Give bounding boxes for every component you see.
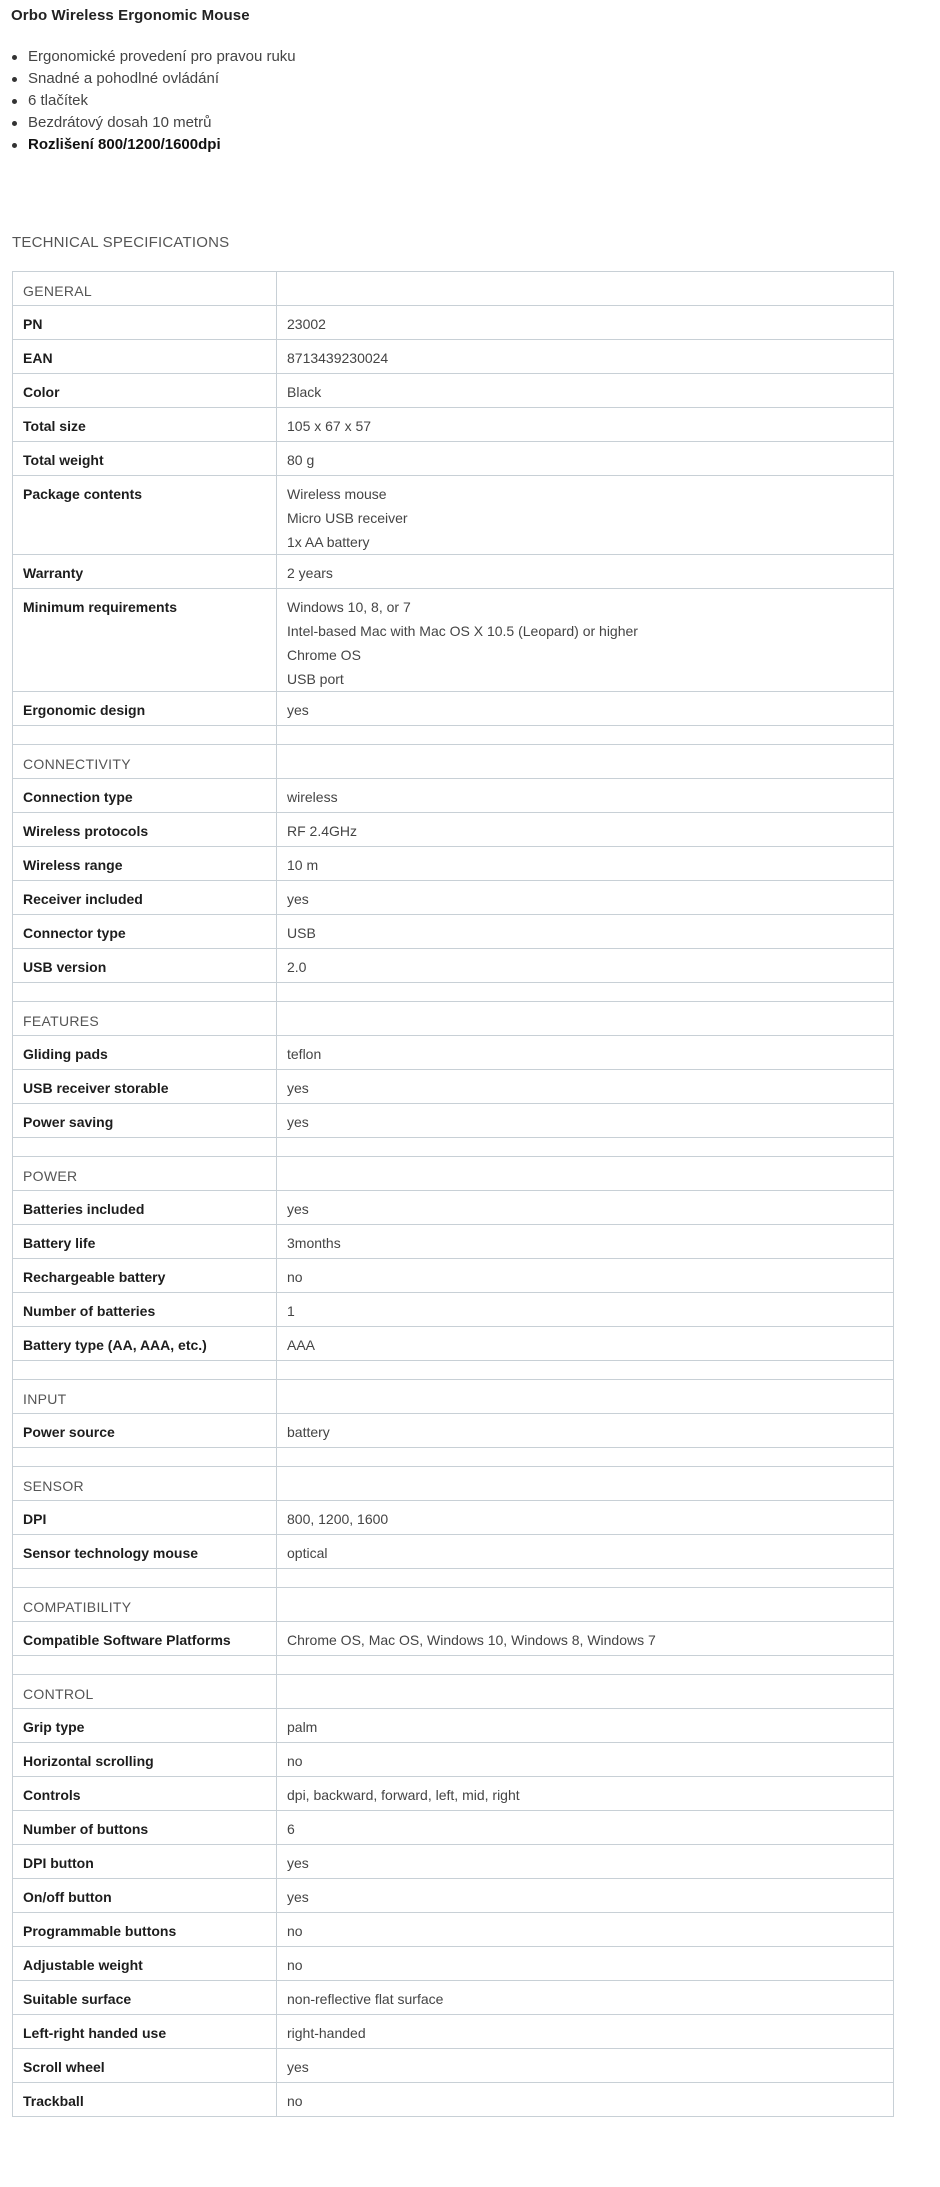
spec-value-line: yes [287, 1889, 309, 1905]
spec-value-line: 1 [287, 1303, 295, 1319]
spec-row [13, 1879, 894, 1913]
spec-value-line: optical [287, 1545, 328, 1561]
spec-label: Warranty [13, 555, 277, 589]
spec-row [13, 1535, 894, 1569]
spec-row [13, 1070, 894, 1104]
spec-label: Compatible Software Platforms [13, 1622, 277, 1656]
spec-label: Battery type (AA, AAA, etc.) [13, 1327, 277, 1361]
spec-label: Suitable surface [13, 1981, 277, 2015]
spec-value-line: yes [287, 1201, 309, 1217]
feature-item: Snadné a pohodlné ovládání [28, 68, 296, 90]
spec-value-line: yes [287, 702, 309, 718]
spec-row [13, 1777, 894, 1811]
spec-label: Total size [13, 408, 277, 442]
spec-label: DPI button [13, 1845, 277, 1879]
spec-value-line: Chrome OS [287, 647, 361, 663]
spec-value-line: yes [287, 1080, 309, 1096]
spec-label: On/off button [13, 1879, 277, 1913]
spec-label: PN [13, 306, 277, 340]
spec-section-empty-cell [277, 745, 894, 779]
spec-value-line: wireless [287, 789, 338, 805]
spec-section-spacer [13, 1138, 894, 1157]
spec-value-line: AAA [287, 1337, 316, 1353]
spec-row [13, 1811, 894, 1845]
spacer-cell [13, 1448, 277, 1467]
spec-section-header [13, 1002, 894, 1036]
spec-row [13, 1225, 894, 1259]
spec-label: Power saving [13, 1104, 277, 1138]
spec-value [277, 306, 894, 340]
spec-value [277, 1414, 894, 1448]
spec-value [277, 1947, 894, 1981]
spec-value-line: teflon [287, 1046, 322, 1062]
spec-value [277, 1622, 894, 1656]
spec-label: EAN [13, 340, 277, 374]
spec-section-header [13, 745, 894, 779]
spacer-cell [13, 1656, 277, 1675]
spec-row [13, 306, 894, 340]
spec-value [277, 1225, 894, 1259]
spec-row [13, 1414, 894, 1448]
spec-label: Wireless range [13, 847, 277, 881]
spec-section-empty-cell [277, 1588, 894, 1622]
spec-label: USB receiver storable [13, 1070, 277, 1104]
spec-value [277, 1104, 894, 1138]
spec-label: Ergonomic design [13, 692, 277, 726]
spec-label: Wireless protocols [13, 813, 277, 847]
spec-row [13, 1981, 894, 2015]
spec-row [13, 374, 894, 408]
spec-label: Batteries included [13, 1191, 277, 1225]
spec-label: Gliding pads [13, 1036, 277, 1070]
spacer-cell [277, 1656, 894, 1675]
spec-value-line: Wireless mouse [287, 486, 387, 502]
spec-value [277, 2083, 894, 2117]
spec-label: USB version [13, 949, 277, 983]
feature-item: 6 tlačítek [28, 90, 296, 112]
spec-row [13, 555, 894, 589]
spec-value-line: 10 m [287, 857, 319, 873]
spec-section-empty-cell [277, 272, 894, 306]
spec-label: DPI [13, 1501, 277, 1535]
spec-row [13, 1259, 894, 1293]
spec-section-empty-cell [277, 1380, 894, 1414]
spec-row [13, 915, 894, 949]
spec-section-title: CONTROL [13, 1675, 277, 1709]
specifications-table-body [13, 272, 894, 2117]
spacer-cell [277, 1138, 894, 1157]
spacer-cell [277, 1448, 894, 1467]
spec-label: Battery life [13, 1225, 277, 1259]
spec-value [277, 555, 894, 589]
spec-row [13, 1845, 894, 1879]
spec-value [277, 1036, 894, 1070]
spec-section-empty-cell [277, 1157, 894, 1191]
spec-row [13, 1622, 894, 1656]
spec-section-title: INPUT [13, 1380, 277, 1414]
spec-section-header [13, 1675, 894, 1709]
spec-value [277, 1811, 894, 1845]
spec-row [13, 2015, 894, 2049]
spec-value-line: Micro USB receiver [287, 510, 408, 526]
spec-row [13, 589, 894, 692]
spec-value-line: no [287, 1753, 303, 1769]
spec-row [13, 340, 894, 374]
spec-section-title: CONNECTIVITY [13, 745, 277, 779]
spec-value [277, 813, 894, 847]
spec-section-header [13, 1588, 894, 1622]
spec-value-line: 800, 1200, 1600 [287, 1511, 389, 1527]
spec-section-spacer [13, 1656, 894, 1675]
spec-value-line: palm [287, 1719, 318, 1735]
spec-row [13, 949, 894, 983]
spec-section-title: FEATURES [13, 1002, 277, 1036]
spec-label: Adjustable weight [13, 1947, 277, 1981]
spec-value-line: Windows 10, 8, or 7 [287, 599, 411, 615]
spec-value-line: 1x AA battery [287, 534, 370, 550]
spec-value-line: no [287, 1269, 303, 1285]
spec-label: Scroll wheel [13, 2049, 277, 2083]
spec-label: Horizontal scrolling [13, 1743, 277, 1777]
spec-value [277, 847, 894, 881]
spec-row [13, 1743, 894, 1777]
spec-label: Number of buttons [13, 1811, 277, 1845]
spec-value-line: Chrome OS, Mac OS, Windows 10, Windows 8, Windows 7 [287, 1632, 656, 1648]
spec-label: Connection type [13, 779, 277, 813]
spec-label: Power source [13, 1414, 277, 1448]
spec-label: Sensor technology mouse [13, 1535, 277, 1569]
spec-row [13, 813, 894, 847]
spec-value-line: dpi, backward, forward, left, mid, right [287, 1787, 520, 1803]
spec-section-empty-cell [277, 1002, 894, 1036]
spec-row [13, 1191, 894, 1225]
spacer-cell [277, 1569, 894, 1588]
spec-section-header [13, 272, 894, 306]
spec-value-line: Intel-based Mac with Mac OS X 10.5 (Leopard) or higher [287, 623, 638, 639]
spec-value [277, 442, 894, 476]
spacer-cell [277, 1361, 894, 1380]
feature-item: Ergonomické provedení pro pravou ruku [28, 46, 296, 68]
spacer-cell [13, 1138, 277, 1157]
spec-value-line: no [287, 1923, 303, 1939]
spec-value-line: 8713439230024 [287, 350, 389, 366]
spec-value [277, 1535, 894, 1569]
spec-section-header [13, 1157, 894, 1191]
spec-label: Minimum requirements [13, 589, 277, 692]
spec-row [13, 2083, 894, 2117]
spec-value [277, 1191, 894, 1225]
spec-value-line: yes [287, 2059, 309, 2075]
spec-value [277, 1981, 894, 2015]
spec-label: Left-right handed use [13, 2015, 277, 2049]
spec-value [277, 1743, 894, 1777]
spec-value [277, 2015, 894, 2049]
spec-section-spacer [13, 1361, 894, 1380]
spec-row [13, 1104, 894, 1138]
spec-value [277, 1777, 894, 1811]
spec-section-empty-cell [277, 1675, 894, 1709]
spec-label: Total weight [13, 442, 277, 476]
specifications-table [12, 271, 894, 2117]
spec-label: Rechargeable battery [13, 1259, 277, 1293]
spec-section-title: GENERAL [13, 272, 277, 306]
spec-value-line: battery [287, 1424, 330, 1440]
spec-section-title: COMPATIBILITY [13, 1588, 277, 1622]
spec-value [277, 408, 894, 442]
spec-value [277, 915, 894, 949]
spacer-cell [13, 1569, 277, 1588]
spec-section-title: POWER [13, 1157, 277, 1191]
spec-value [277, 779, 894, 813]
spec-value [277, 589, 894, 692]
spec-row [13, 1709, 894, 1743]
spec-row [13, 476, 894, 555]
spec-value-line: yes [287, 1114, 309, 1130]
spec-value [277, 1327, 894, 1361]
feature-item-resolution: Rozlišení 800/1200/1600dpi [28, 134, 296, 156]
spec-value-line: Black [287, 384, 322, 400]
spec-section-spacer [13, 1448, 894, 1467]
spec-row [13, 692, 894, 726]
spec-value-line: yes [287, 891, 309, 907]
spec-row [13, 1036, 894, 1070]
spec-value [277, 340, 894, 374]
spec-row [13, 1947, 894, 1981]
spacer-cell [277, 983, 894, 1002]
spec-value [277, 1913, 894, 1947]
spec-value-line: 2.0 [287, 959, 307, 975]
spec-row [13, 1293, 894, 1327]
spec-row [13, 779, 894, 813]
spec-section-spacer [13, 726, 894, 745]
spec-value [277, 2049, 894, 2083]
spec-label: Trackball [13, 2083, 277, 2117]
spec-value-line: 80 g [287, 452, 315, 468]
spec-row [13, 881, 894, 915]
spec-section-header [13, 1467, 894, 1501]
spec-row [13, 2049, 894, 2083]
spec-value-line: USB [287, 925, 316, 941]
spec-value-line: 105 x 67 x 57 [287, 418, 372, 434]
spec-row [13, 442, 894, 476]
spacer-cell [13, 726, 277, 745]
spec-value-line: 23002 [287, 316, 326, 332]
spec-value [277, 1501, 894, 1535]
spec-value [277, 1845, 894, 1879]
spacer-cell [13, 1361, 277, 1380]
spec-value-line: USB port [287, 671, 344, 687]
spec-label: Connector type [13, 915, 277, 949]
spec-value-line: right-handed [287, 2025, 366, 2041]
spec-section-spacer [13, 983, 894, 1002]
spec-row [13, 1327, 894, 1361]
spec-row [13, 408, 894, 442]
spacer-cell [13, 983, 277, 1002]
spec-value-line: 2 years [287, 565, 333, 581]
spec-value [277, 949, 894, 983]
spec-value [277, 1293, 894, 1327]
spec-value [277, 1259, 894, 1293]
spec-value-line: non-reflective flat surface [287, 1991, 444, 2007]
spec-label: Receiver included [13, 881, 277, 915]
spec-value-line: no [287, 1957, 303, 1973]
spec-value [277, 1879, 894, 1913]
spacer-cell [277, 726, 894, 745]
spec-label: Programmable buttons [13, 1913, 277, 1947]
product-title: Orbo Wireless Ergonomic Mouse [11, 7, 250, 24]
spec-value-line: 6 [287, 1821, 295, 1837]
feature-item: Bezdrátový dosah 10 metrů [28, 112, 296, 134]
spec-value-line: no [287, 2093, 303, 2109]
spec-value-line: RF 2.4GHz [287, 823, 358, 839]
spec-label: Controls [13, 1777, 277, 1811]
spec-label: Grip type [13, 1709, 277, 1743]
spec-section-empty-cell [277, 1467, 894, 1501]
spec-value [277, 1070, 894, 1104]
spec-section-spacer [13, 1569, 894, 1588]
spec-label: Color [13, 374, 277, 408]
spec-section-header [13, 1380, 894, 1414]
spec-value [277, 374, 894, 408]
spec-value [277, 692, 894, 726]
spec-value-line: yes [287, 1855, 309, 1871]
spec-section-title: SENSOR [13, 1467, 277, 1501]
spec-value [277, 881, 894, 915]
spec-label: Number of batteries [13, 1293, 277, 1327]
spec-row [13, 1913, 894, 1947]
technical-specifications-heading: TECHNICAL SPECIFICATIONS [12, 234, 230, 251]
feature-list [10, 46, 296, 156]
spec-row [13, 1501, 894, 1535]
spec-value [277, 476, 894, 555]
spec-label: Package contents [13, 476, 277, 555]
spec-row [13, 847, 894, 881]
spec-value [277, 1709, 894, 1743]
spec-value-line: 3months [287, 1235, 341, 1251]
